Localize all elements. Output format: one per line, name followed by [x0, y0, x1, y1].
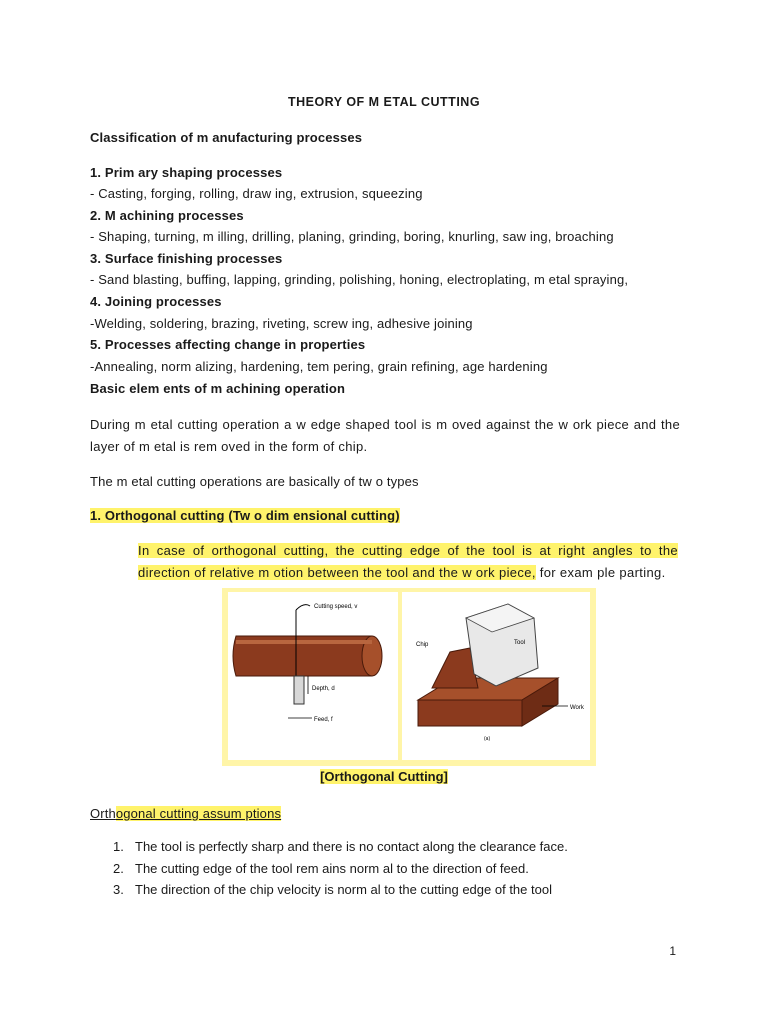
figure-caption-text: [Orthogonal Cutting]	[320, 769, 448, 784]
work-block-front	[418, 700, 522, 726]
basic-elements-heading: Basic elem ents of m achining operation	[90, 381, 346, 396]
depth-label: Depth, d	[312, 686, 335, 692]
assumption-number: 1.	[113, 839, 124, 854]
assumptions-heading-prefix: Orth	[90, 806, 116, 821]
process-heading-1: 1. Prim ary shaping processes	[90, 165, 283, 180]
orthogonal-cutting-figure	[222, 588, 596, 766]
process-heading-3: 3. Surface finishing processes	[90, 251, 283, 266]
orthogonal-section-heading-text: 1. Orthogonal cutting (Tw o dim ensional cutting)	[90, 508, 400, 523]
feed-label: Feed, f	[314, 717, 333, 723]
page-number: 1	[669, 944, 676, 958]
orthogonal-definition-rest: for exam ple parting.	[535, 565, 666, 580]
process-body-1: - Casting, forging, rolling, draw ing, extrusion, squeezing	[90, 186, 423, 201]
assumption-text: The cutting edge of the tool rem ains norm al to the direction of feed.	[135, 861, 529, 876]
figure-caption	[0, 769, 768, 784]
orthogonal-definition	[138, 540, 678, 584]
process-heading-2: 2. M achining processes	[90, 208, 244, 223]
assumption-item	[113, 882, 552, 897]
cutting-speed-label: Cutting speed, v	[314, 604, 358, 610]
orthogonal-cutting-illustration	[222, 588, 596, 766]
orthogonal-definition-highlight: In case of orthogonal cutting, the cutting edge of the tool is at right angles to the direction of relative m otion between the tool and the w ork piece,	[138, 543, 678, 580]
assumption-item	[113, 839, 568, 854]
types-paragraph: The m etal cutting operations are basically of tw o types	[90, 474, 419, 489]
tool-label: Tool	[514, 640, 526, 646]
process-heading-4: 4. Joining processes	[90, 294, 222, 309]
intro-paragraph: During m etal cutting operation a w edge shaped tool is m oved against the w ork piece and the layer of m etal is rem oved in the form of chip.	[90, 417, 680, 454]
assumptions-heading-rest: ogonal cutting assum ptions	[115, 806, 282, 821]
classification-heading: Classification of m anufacturing processes	[90, 130, 363, 145]
assumptions-heading	[90, 806, 281, 821]
process-heading-5: 5. Processes affecting change in properties	[90, 337, 366, 352]
process-body-5: -Annealing, norm alizing, hardening, tem pering, grain refining, age hardening	[90, 359, 548, 374]
process-body-4: -Welding, soldering, brazing, riveting, screw ing, adhesive joining	[90, 316, 473, 331]
process-body-2: - Shaping, turning, m illing, drilling, planing, grinding, boring, knurling, saw ing, broaching	[90, 229, 614, 244]
assumption-text: The tool is perfectly sharp and there is no contact along the clearance face.	[135, 839, 568, 854]
workpiece-highlight	[236, 640, 372, 644]
chip-label: Chip	[416, 642, 429, 648]
left-tool	[294, 676, 304, 704]
work-label: Work	[570, 705, 584, 711]
assumption-item	[113, 861, 529, 876]
assumption-number: 3.	[113, 882, 124, 897]
document-title: THEORY OF M ETAL CUTTING	[287, 95, 481, 109]
process-body-3: - Sand blasting, buffing, lapping, grinding, polishing, honing, electroplating, m etal spraying,	[90, 272, 629, 287]
assumption-text: The direction of the chip velocity is norm al to the cutting edge of the tool	[135, 882, 552, 897]
subfigure-label: (a)	[484, 736, 491, 742]
orthogonal-section-heading	[90, 508, 400, 523]
assumption-number: 2.	[113, 861, 124, 876]
